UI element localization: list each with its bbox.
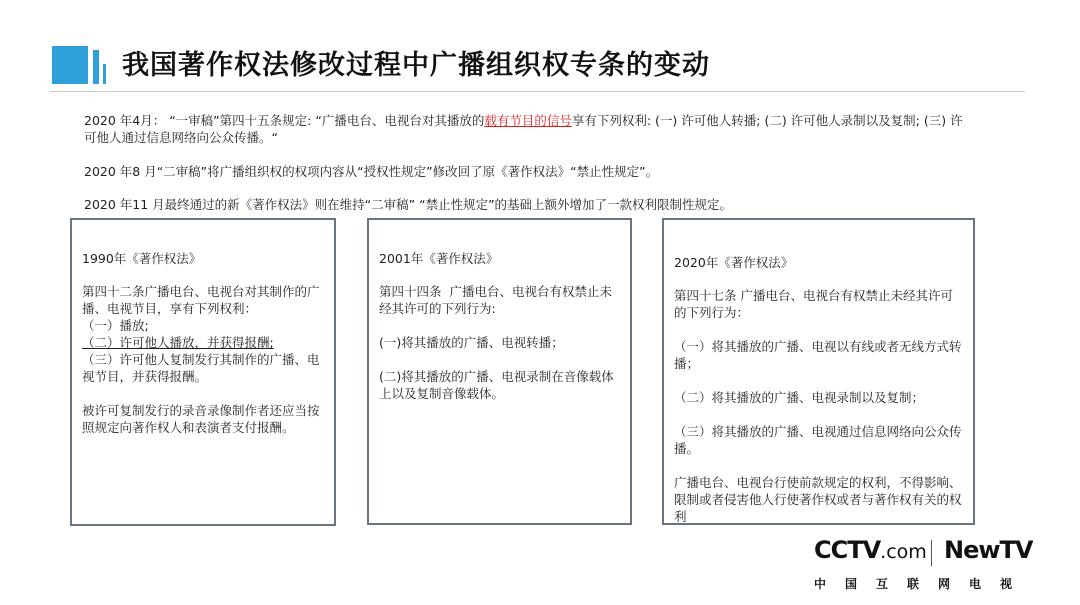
law-box-1990 (70, 218, 336, 526)
law-box-1990-item-2: （二）许可他人播放，并获得报酬; (82, 335, 274, 350)
cctv-logo-main: CCTV (814, 536, 881, 564)
law-box-2020 (662, 218, 975, 525)
newtv-logo: NewTV (944, 536, 1033, 564)
intro-paragraph-2020-april (84, 112, 964, 146)
law-box-1990-item-1: （一）播放; (82, 318, 149, 333)
page-title: 我国著作权法修改过程中广播组织权专条的变动 (122, 50, 710, 81)
title-deco-block-large (52, 46, 88, 84)
intro-p1-text-post: 享有下列权利: (一) 许可他人转播; (二) 许可他人录制以及复制; (三) 许可他人通过信息网络向公众传播。“ (84, 113, 963, 145)
law-box-2001-title: 2001年《著作权法》 (379, 251, 499, 266)
law-box-2020-item-2: （二）将其播放的广播、电视录制以及复制； (674, 390, 925, 405)
title-decoration (52, 46, 106, 84)
logo-subtitle: 中国互联网电视 (814, 577, 1032, 591)
law-box-1990-note: 被许可复制发行的录音录像制作者还应当按照规定向著作权人和表演者支付报酬。 (82, 403, 320, 435)
law-box-2001-item-2: (二)将其播放的广播、电视录制在音像载体上以及复制音像载体。 (379, 369, 614, 401)
intro-p1-highlight: 载有节目的信号 (484, 113, 572, 128)
law-box-2020-title: 2020年《著作权法》 (674, 255, 794, 270)
law-box-2001 (367, 218, 632, 525)
intro-paragraph-2020-august: 2020 年8 月“二审稿”将广播组织权的权项内容从“授权性规定”修改回了原《著作权法》“禁止性规定”。 (84, 164, 659, 179)
law-box-1990-title: 1990年《著作权法》 (82, 251, 202, 266)
intro-paragraph-2020-november: 2020 年11 月最终通过的新《著作权法》则在维持“二审稿” “禁止性规定”的基础上额外增加了一款权利限制性规定。 (84, 197, 733, 212)
title-divider (50, 91, 1025, 92)
law-box-2020-item-1: （一）将其播放的广播、电视以有线或者无线方式转播； (674, 339, 962, 371)
law-box-2001-article: 第四十四条 广播电台、电视台有权禁止未经其许可的下列行为: (379, 284, 612, 316)
law-box-1990-item-3: （三）许可他人复制发行其制作的广播、电视节目，并获得报酬。 (82, 352, 320, 384)
cctv-logo-suffix: .com (880, 541, 927, 563)
intro-p1-text-pre: 2020 年4月： “一审稿”第四十五条规定: “广播电台、电视台对其播放的 (84, 113, 485, 128)
title-deco-bar-medium (93, 50, 99, 84)
law-box-2001-item-1: (一)将其播放的广播、电视转播； (379, 335, 564, 350)
law-box-2020-article: 第四十七条 广播电台、电视台有权禁止未经其许可的下列行为： (674, 288, 953, 320)
law-box-2020-limitation: 广播电台、电视台行使前款规定的权利，不得影响、限制或者侵害他人行使著作权或者与著作权有关的权利 (674, 475, 962, 524)
title-deco-bar-small (103, 64, 106, 84)
law-box-2020-item-3: （三）将其播放的广播、电视通过信息网络向公众传播。 (674, 424, 962, 456)
logo-separator (931, 540, 932, 566)
cctv-logo (814, 536, 927, 564)
law-box-1990-article: 第四十二条广播电台、电视台对其制作的广播、电视节目，享有下列权利： (82, 284, 320, 316)
